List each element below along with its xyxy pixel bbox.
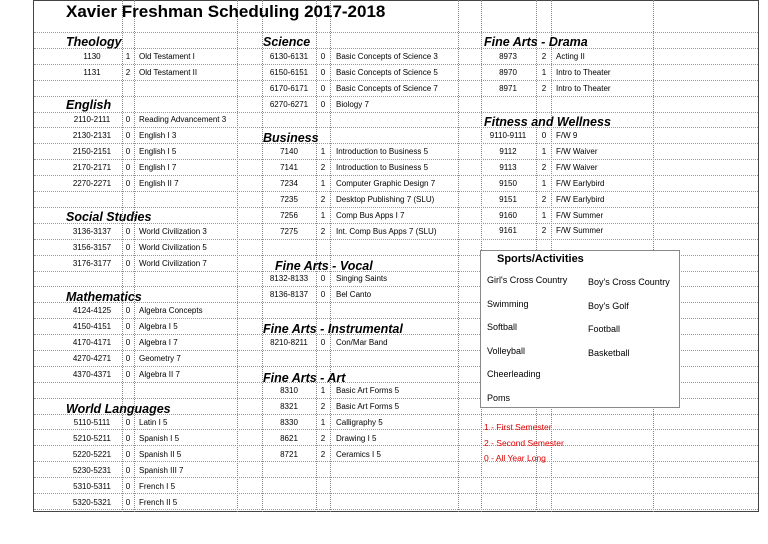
semester-code: 1 <box>541 67 547 77</box>
course-name: Spanish III 7 <box>139 465 184 475</box>
semester-code: 0 <box>125 321 131 331</box>
section-heading-fitness: Fitness and Wellness <box>484 115 611 129</box>
course-code: 8971 <box>499 83 517 93</box>
row-rule <box>34 127 758 128</box>
section-heading-english: English <box>66 98 112 112</box>
sport-item: Volleyball <box>487 345 526 356</box>
course-code: 8330 <box>280 417 298 427</box>
course-code: 1131 <box>83 67 101 77</box>
semester-code: 2 <box>541 226 547 236</box>
course-code: 8136-8137 <box>269 289 309 299</box>
row-rule <box>34 477 758 478</box>
course-code: 9112 <box>499 146 517 156</box>
course-code: 5310-5311 <box>73 481 111 491</box>
grid-line <box>330 0 331 512</box>
semester-code: 1 <box>541 178 547 188</box>
semester-code: 0 <box>125 481 131 491</box>
course-code: 7275 <box>280 226 298 236</box>
section-heading-art: Fine Arts - Art <box>263 371 346 385</box>
semester-code: 0 <box>320 83 326 93</box>
row-rule <box>34 191 758 192</box>
sports-heading: Sports/Activities <box>497 253 584 265</box>
semester-code: 0 <box>320 289 326 299</box>
course-name: English I 3 <box>139 130 177 140</box>
semester-code: 2 <box>320 194 326 204</box>
course-name: Intro to Theater <box>556 83 611 93</box>
course-name: Intro to Theater <box>556 67 611 77</box>
course-code: 6270-6271 <box>269 99 309 109</box>
course-name: Ceramics I 5 <box>336 449 381 459</box>
semester-code: 2 <box>320 449 326 459</box>
course-name: Algebra II 7 <box>139 369 180 379</box>
course-name: Latin I 5 <box>139 418 168 427</box>
semester-code: 2 <box>541 83 547 93</box>
semester-code: 1 <box>320 210 326 220</box>
semester-code: 2 <box>125 67 131 77</box>
course-name: Singing Saints <box>336 274 388 283</box>
semester-code: 0 <box>125 418 131 427</box>
semester-legend-item: 2 - Second Semester <box>484 437 564 448</box>
course-code: 8310 <box>280 386 298 395</box>
course-name: F/W Waiver <box>556 162 598 172</box>
course-code: 3136-3137 <box>72 227 112 236</box>
course-name: Biology 7 <box>336 99 369 109</box>
course-code: 8621 <box>280 433 298 443</box>
course-code: 7234 <box>280 178 298 188</box>
course-name: Geometry 7 <box>139 353 181 363</box>
course-name: Algebra Concepts <box>139 306 203 315</box>
course-name: F/W Summer <box>556 226 604 236</box>
semester-legend-item: 1 - First Semester <box>484 422 552 432</box>
semester-code: 0 <box>125 242 131 252</box>
course-name: F/W Earlybird <box>556 194 605 204</box>
course-code: 5110-5111 <box>73 418 111 427</box>
course-code: 5320-5321 <box>72 497 112 507</box>
course-code: 6170-6171 <box>269 83 309 93</box>
row-rule <box>34 207 758 208</box>
semester-code: 0 <box>320 274 326 283</box>
semester-code: 1 <box>320 178 326 188</box>
course-code: 7140 <box>280 147 298 156</box>
row-rule <box>34 445 758 446</box>
course-name: Algebra I 5 <box>139 321 178 331</box>
row-rule <box>34 80 758 81</box>
semester-code: 0 <box>320 52 326 61</box>
course-name: French II 5 <box>139 497 178 507</box>
course-code: 9150 <box>499 178 517 188</box>
course-code: 8210-8211 <box>270 338 308 347</box>
semester-code: 1 <box>320 386 326 395</box>
semester-code: 0 <box>125 146 131 156</box>
course-name: Drawing I 5 <box>336 433 377 443</box>
course-code: 4270-4271 <box>72 353 112 363</box>
course-name: Int. Comp Bus Apps 7 (SLU) <box>336 226 437 236</box>
row-rule <box>34 429 758 430</box>
sport-item: Swimming <box>487 298 529 309</box>
row-rule <box>34 32 758 33</box>
course-name: Calligraphy 5 <box>336 417 383 427</box>
sport-item: Poms <box>487 392 511 403</box>
section-heading-business: Business <box>263 131 319 145</box>
course-code: 9160 <box>499 210 517 220</box>
course-name: F/W 9 <box>556 131 578 140</box>
section-heading-vocal: Fine Arts - Vocal <box>275 259 373 273</box>
course-name: Old Testament I <box>139 52 195 61</box>
course-name: Introduction to Business 5 <box>336 147 429 156</box>
course-name: Reading Advancement 3 <box>139 115 227 124</box>
sport-item: Boy's Cross Country <box>588 277 670 287</box>
semester-code: 2 <box>541 194 547 204</box>
semester-code: 0 <box>541 131 547 140</box>
course-code: 8321 <box>280 401 298 411</box>
course-code: 9151 <box>499 194 517 204</box>
course-code: 5220-5221 <box>72 449 112 459</box>
course-code: 8970 <box>499 67 517 77</box>
course-code: 4150-4151 <box>72 321 112 331</box>
course-name: Con/Mar Band <box>336 338 388 347</box>
course-code: 4124-4125 <box>72 306 112 315</box>
semester-code: 0 <box>125 497 131 507</box>
sports-activities-panel <box>480 250 680 408</box>
course-name: Spanish I 5 <box>139 433 180 443</box>
course-code: 4370-4371 <box>72 369 112 379</box>
course-code: 1130 <box>83 52 101 61</box>
semester-code: 1 <box>320 147 326 156</box>
semester-code: 2 <box>541 52 547 61</box>
section-heading-languages: World Languages <box>66 402 171 416</box>
course-name: Basic Concepts of Science 7 <box>336 83 438 93</box>
row-rule <box>34 48 758 49</box>
row-rule <box>34 143 758 144</box>
course-name: English II 7 <box>139 178 179 188</box>
course-code: 8721 <box>280 449 298 459</box>
grid-line <box>237 0 238 512</box>
course-name: English I 5 <box>139 146 177 156</box>
section-heading-social: Social Studies <box>66 210 152 224</box>
semester-code: 0 <box>125 130 131 140</box>
row-rule <box>34 112 758 113</box>
semester-code: 1 <box>541 146 547 156</box>
section-heading-math: Mathematics <box>66 290 142 304</box>
semester-code: 0 <box>125 465 131 475</box>
course-name: English I 7 <box>139 162 177 172</box>
course-name: Introduction to Business 5 <box>336 162 429 172</box>
course-code: 5210-5211 <box>73 433 111 443</box>
course-code: 2270-2271 <box>72 178 112 188</box>
semester-code: 0 <box>320 99 326 109</box>
course-code: 3176-3177 <box>72 258 112 268</box>
grid-line <box>458 0 459 512</box>
semester-code: 2 <box>320 433 326 443</box>
course-code: 6130-6131 <box>269 52 309 61</box>
semester-code: 2 <box>320 226 326 236</box>
course-name: Basic Concepts of Science 5 <box>336 67 438 77</box>
semester-legend-item: 0 - All Year Long <box>484 453 546 463</box>
sport-item: Softball <box>487 322 518 332</box>
section-heading-instrumental: Fine Arts - Instrumental <box>263 322 403 336</box>
semester-code: 1 <box>125 52 131 61</box>
course-code: 8132-8133 <box>269 274 309 283</box>
section-heading-theology: Theology <box>66 35 122 49</box>
course-name: F/W Summer <box>556 210 604 220</box>
course-code: 6150-6151 <box>269 67 309 77</box>
semester-code: 0 <box>125 227 131 236</box>
course-name: French I 5 <box>139 481 176 491</box>
course-name: Comp Bus Apps I 7 <box>336 210 405 220</box>
course-code: 2110-2111 <box>73 115 111 124</box>
row-rule <box>34 159 758 160</box>
semester-code: 1 <box>541 210 547 220</box>
course-name: F/W Waiver <box>556 146 598 156</box>
course-name: Basic Art Forms 5 <box>336 401 400 411</box>
course-name: Computer Graphic Design 7 <box>336 178 436 188</box>
course-code: 9110-9111 <box>489 131 527 140</box>
course-name: World Civilization 5 <box>139 242 207 252</box>
course-code: 8973 <box>499 52 517 61</box>
sport-item: Boy's Golf <box>588 300 629 311</box>
row-rule <box>34 96 758 97</box>
course-name: Old Testament II <box>139 67 198 77</box>
semester-code: 1 <box>320 417 326 427</box>
semester-code: 0 <box>320 67 326 77</box>
semester-code: 0 <box>125 115 131 124</box>
sport-item: Cheerleading <box>487 369 541 379</box>
semester-code: 0 <box>125 369 131 379</box>
course-code: 7256 <box>280 210 298 220</box>
section-heading-science: Science <box>263 35 311 49</box>
semester-code: 0 <box>125 449 131 459</box>
row-rule <box>34 509 758 510</box>
semester-code: 0 <box>125 433 131 443</box>
sport-item: Football <box>588 324 621 334</box>
course-code: 2150-2151 <box>72 146 112 156</box>
course-name: World Civilization 7 <box>139 258 207 268</box>
semester-code: 0 <box>125 306 131 315</box>
row-rule <box>34 239 758 240</box>
sport-item: Basketball <box>588 347 630 358</box>
course-code: 3156-3157 <box>72 242 112 252</box>
course-name: Algebra I 7 <box>139 337 178 347</box>
grid-line <box>134 0 135 512</box>
semester-code: 0 <box>320 338 326 347</box>
semester-code: 2 <box>541 162 547 172</box>
semester-code: 2 <box>320 162 326 172</box>
course-code: 9161 <box>499 226 517 236</box>
course-code: 9113 <box>499 162 517 172</box>
semester-code: 0 <box>125 258 131 268</box>
page-title: Xavier Freshman Scheduling 2017-2018 <box>66 2 386 21</box>
row-rule <box>34 461 758 462</box>
course-name: F/W Earlybird <box>556 178 605 188</box>
row-rule <box>34 493 758 494</box>
semester-code: 2 <box>320 401 326 411</box>
course-name: Basic Art Forms 5 <box>336 386 400 395</box>
course-name: Bel Canto <box>336 289 372 299</box>
course-code: 2170-2171 <box>72 162 112 172</box>
semester-code: 0 <box>125 337 131 347</box>
course-code: 4170-4171 <box>72 337 112 347</box>
course-code: 2130-2131 <box>72 130 112 140</box>
course-name: Basic Concepts of Science 3 <box>336 52 438 61</box>
course-name: Desktop Publishing 7 (SLU) <box>336 194 435 204</box>
course-name: Spanish II 5 <box>139 449 182 459</box>
row-rule <box>34 175 758 176</box>
section-heading-drama: Fine Arts - Drama <box>484 35 588 49</box>
course-code: 5230-5231 <box>72 465 112 475</box>
semester-code: 0 <box>125 162 131 172</box>
course-code: 7235 <box>280 194 298 204</box>
row-rule <box>34 64 758 65</box>
course-name: Acting II <box>556 52 585 61</box>
course-name: World Civilization 3 <box>139 227 207 236</box>
sport-item: Girl's Cross Country <box>487 275 568 285</box>
course-code: 7141 <box>280 162 298 172</box>
semester-code: 0 <box>125 353 131 363</box>
semester-code: 0 <box>125 178 131 188</box>
